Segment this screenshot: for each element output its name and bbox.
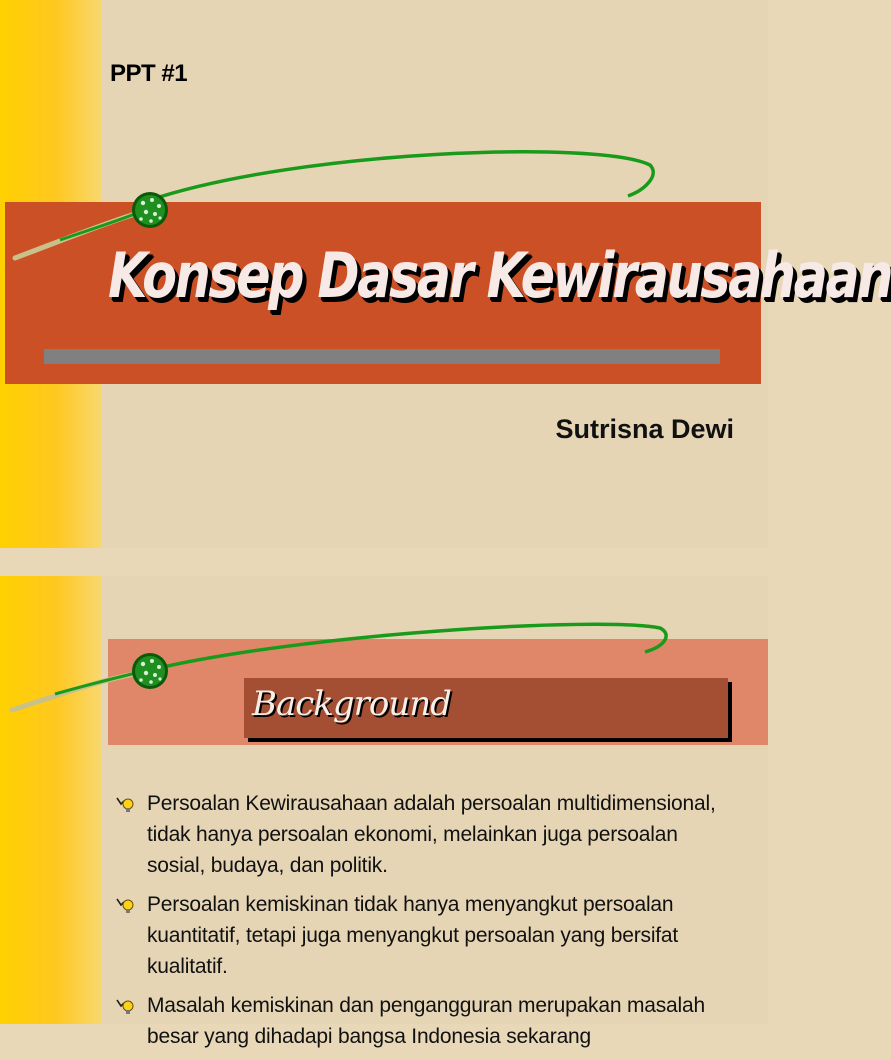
slide-gap bbox=[0, 548, 768, 576]
title-underline bbox=[44, 349, 720, 364]
author-name: Sutrisna Dewi bbox=[555, 414, 734, 444]
bullet-text: Persoalan Kewirausahaan adalah persoalan multidimensional, tidak hanya persoalan ekonomi, melainkan juga persoalan sosial, budaya, dan politik. bbox=[147, 792, 716, 877]
list-item bbox=[115, 889, 735, 982]
lightbulb-check-icon bbox=[115, 994, 137, 1016]
heading-box bbox=[244, 678, 728, 738]
bullet-text: Persoalan kemiskinan tidak hanya menyangkut persoalan kuantitatif, tetapi juga menyangkut persoalan yang bersifat kualitatif. bbox=[147, 893, 679, 978]
lightbulb-check-icon bbox=[115, 893, 137, 915]
list-item bbox=[115, 990, 735, 1052]
bullet-list bbox=[115, 788, 735, 1060]
slide-title: Konsep Dasar Kewirausahaan bbox=[108, 239, 891, 312]
slide-label: PPT #1 bbox=[110, 60, 188, 87]
lightbulb-check-icon bbox=[115, 792, 137, 814]
slide-heading: Background bbox=[252, 684, 451, 724]
list-item bbox=[115, 788, 735, 881]
yellow-accent-bar bbox=[0, 576, 102, 1024]
background-slide bbox=[0, 576, 768, 1048]
bullet-text: Masalah kemiskinan dan pengangguran merupakan masalah besar yang dihadapi bangsa Indonesia sekarang bbox=[147, 994, 705, 1048]
